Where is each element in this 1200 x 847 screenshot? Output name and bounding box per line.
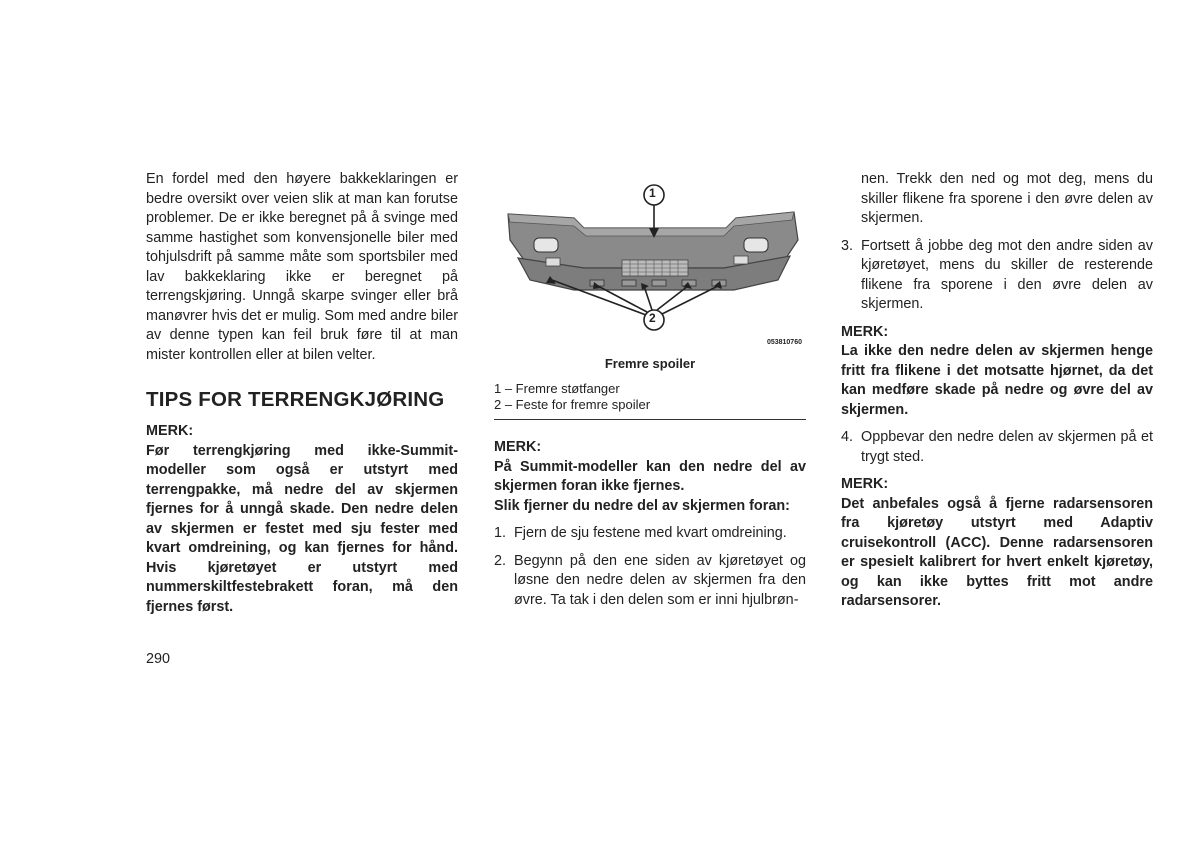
section-heading: TIPS FOR TERRENGKJØRING <box>146 388 445 411</box>
legend-item: 1 – Fremre støtfanger <box>494 381 620 396</box>
steps-list <box>494 524 806 610</box>
note-label: MERK: <box>841 476 889 492</box>
note-label: MERK: <box>841 323 889 340</box>
figure-legend <box>494 381 806 420</box>
column-right <box>841 170 1153 612</box>
note-label: MERK: <box>494 439 542 455</box>
page-number: 290 <box>146 651 171 667</box>
column-left <box>146 170 458 617</box>
instruction-text: Slik fjerner du nedre del av skjermen foran: <box>494 497 790 514</box>
steps-list <box>841 428 1153 467</box>
legend-item: 2 – Feste for fremre spoiler <box>494 397 651 412</box>
note-text: Det anbefales også å fjerne radarsensoren fra kjøretøy utstyrt med Adaptiv cruisekontroll (ACC). Denne radarsensoren er spesielt kalibrert for hvert enkelt kjøretøy, og kan ikke byttes fritt mot andre radarsensorer. <box>841 495 1153 609</box>
list-item: 3. Fortsett å jobbe deg mot den andre siden av kjøretøyet, mens du skiller de resterende flikene fra sporene i den øvre delen av skjermen. <box>841 237 1153 312</box>
note-text: På Summit-modeller kan den nedre del av skjermen foran ikke fjernes. <box>494 458 806 494</box>
note-label: MERK: <box>146 423 194 439</box>
figure-caption: Fremre spoiler <box>604 356 696 371</box>
figure-id: 053810760 <box>766 339 802 346</box>
list-item: 4. Oppbevar den nedre delen av skjermen på et trygt sted. <box>841 429 1153 465</box>
list-item: 2. Begynn på den ene siden av kjøretøyet og løsne den nedre delen av skjermen fra den øvre. Ta tak i den delen som er inni hjulbrøn- <box>494 552 806 608</box>
note-text: La ikke den nedre delen av skjermen henge fritt fra flikene i det motsatte hjørnet, da det kan medføre skade på nedre og øvre del av skjermen. <box>841 343 1153 418</box>
list-item: 1. Fjern de sju festene med kvart omdreining. <box>494 525 787 541</box>
note-text: Før terrengkjøring med ikke-Summit-modeller som også er utstyrt med terrengpakke, må nedre del av skjermen fjernes for å unngå skade. Den nedre delen av skjermen er festet med sju fester med kvart omdreining, og kan fjernes for hånd. Hvis kjøretøyet er utstyrt med nummerskiltfestebrakett foran, må den fjernes først. <box>146 442 458 615</box>
intro-paragraph: En fordel med den høyere bakkeklaringen er bedre oversikt over veien slik at man kan forutse problemer. De er ikke beregnet på å svinge med samme hastighet som konvensjonelle biler med tohjulsdrift på samme måte som sportsbiler med lav bakkeklaring ikke er beregnet på terrengskjøring. Unngå skarpe svinger eller brå manøvrer hvis det er mulig. Som med andre biler av denne typen kan feil bruk føre til at man mister kontrollen eller at bilen velter. <box>146 171 458 363</box>
figure <box>494 180 806 350</box>
list-item-continued: nen. Trekk den ned og mot deg, mens du skiller flikene fra sporene i den øvre delen av skjermen. <box>861 171 1153 226</box>
callout-2-label: 2 <box>649 311 656 325</box>
column-middle <box>494 180 806 610</box>
steps-list-continued <box>841 170 1153 315</box>
callout-1-label: 1 <box>649 186 656 200</box>
